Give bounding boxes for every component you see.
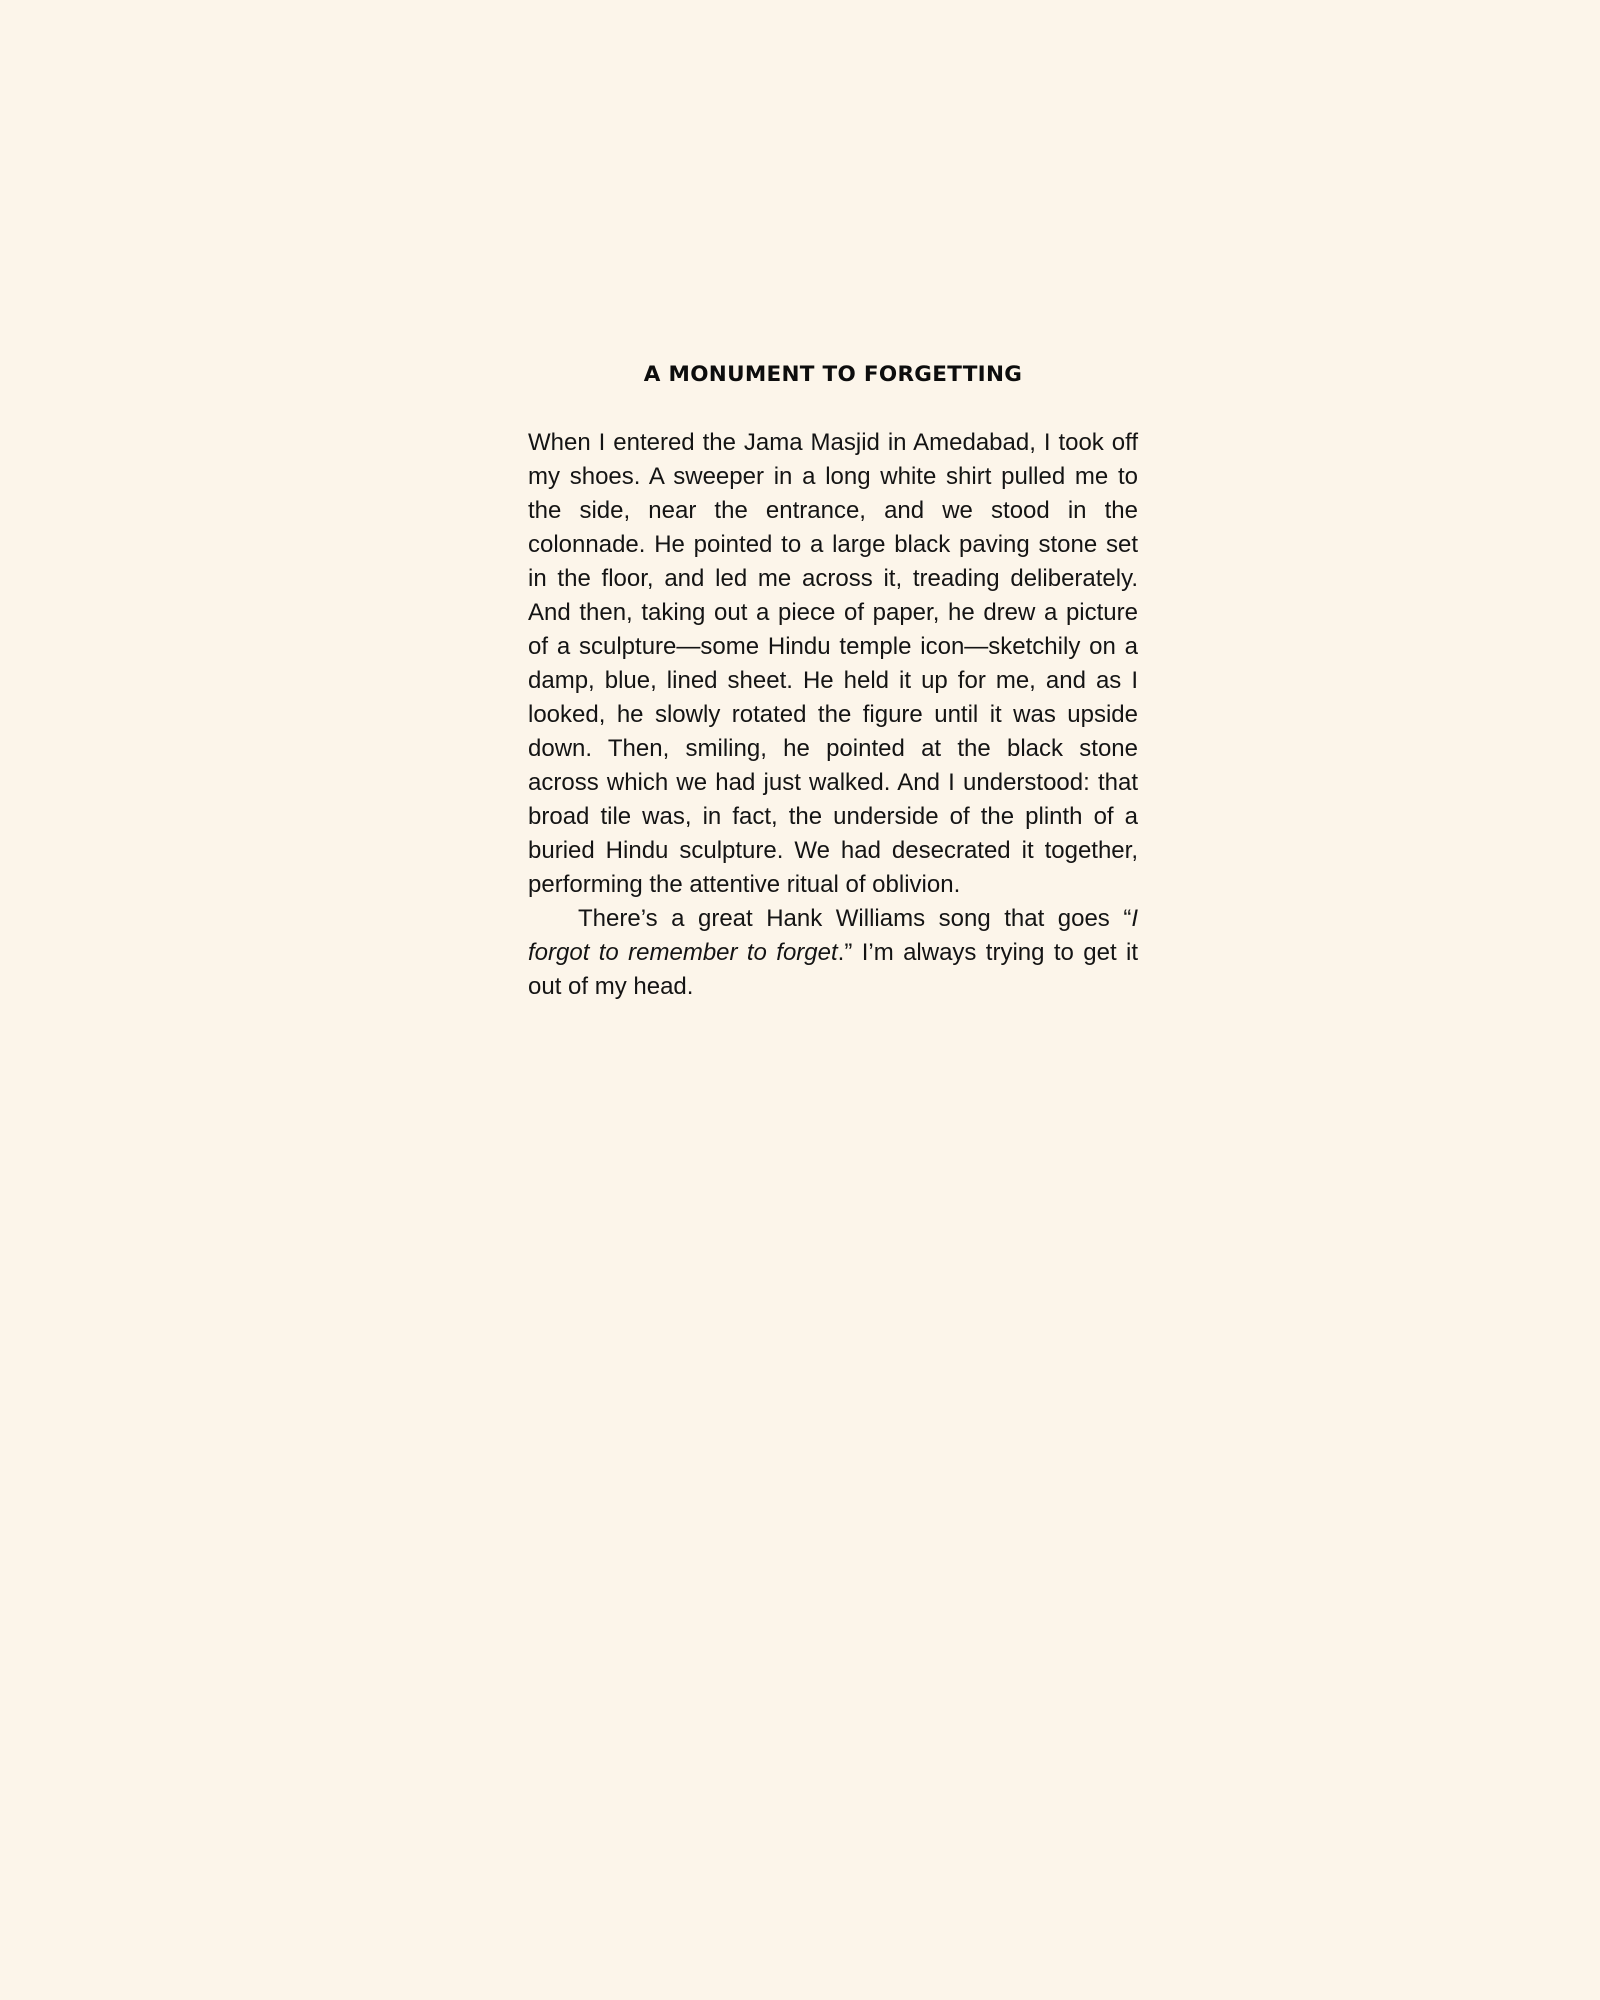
essay-title: A MONUMENT TO FORGETTING — [643, 362, 1023, 387]
essay — [528, 364, 1138, 1004]
paragraph-2 — [528, 902, 1138, 1004]
paragraph-2-text-after: .” I’m always trying to get it out of my head. — [528, 938, 1138, 1000]
song-title: I forgot to remember to forget — [528, 904, 1138, 966]
paragraph-2-text-before: There’s a great Hank Williams song that goes “ — [578, 904, 1132, 932]
paragraph-1: When I entered the Jama Masjid in Amedabad, I took off my shoes. A sweeper in a long white shirt pulled me to the side, near the entrance, and we stood in the colonnade. He pointed to a large black paving stone set in the floor, and led me across it, treading deliberately. And then, taking out a piece of paper, he drew a picture of a sculpture—some Hindu temple icon—sketchily on a damp, blue, lined sheet. He held it up for me, and as I looked, he slowly rotated the figure until it was upside down. Then, smiling, he pointed at the black stone across which we had just walked. And I understood: that broad tile was, in fact, the underside of the plinth of a buried Hindu sculpture. We had desecrated it together, performing the attentive ritual of oblivion. — [528, 428, 1138, 898]
essay-body — [528, 426, 1138, 1004]
